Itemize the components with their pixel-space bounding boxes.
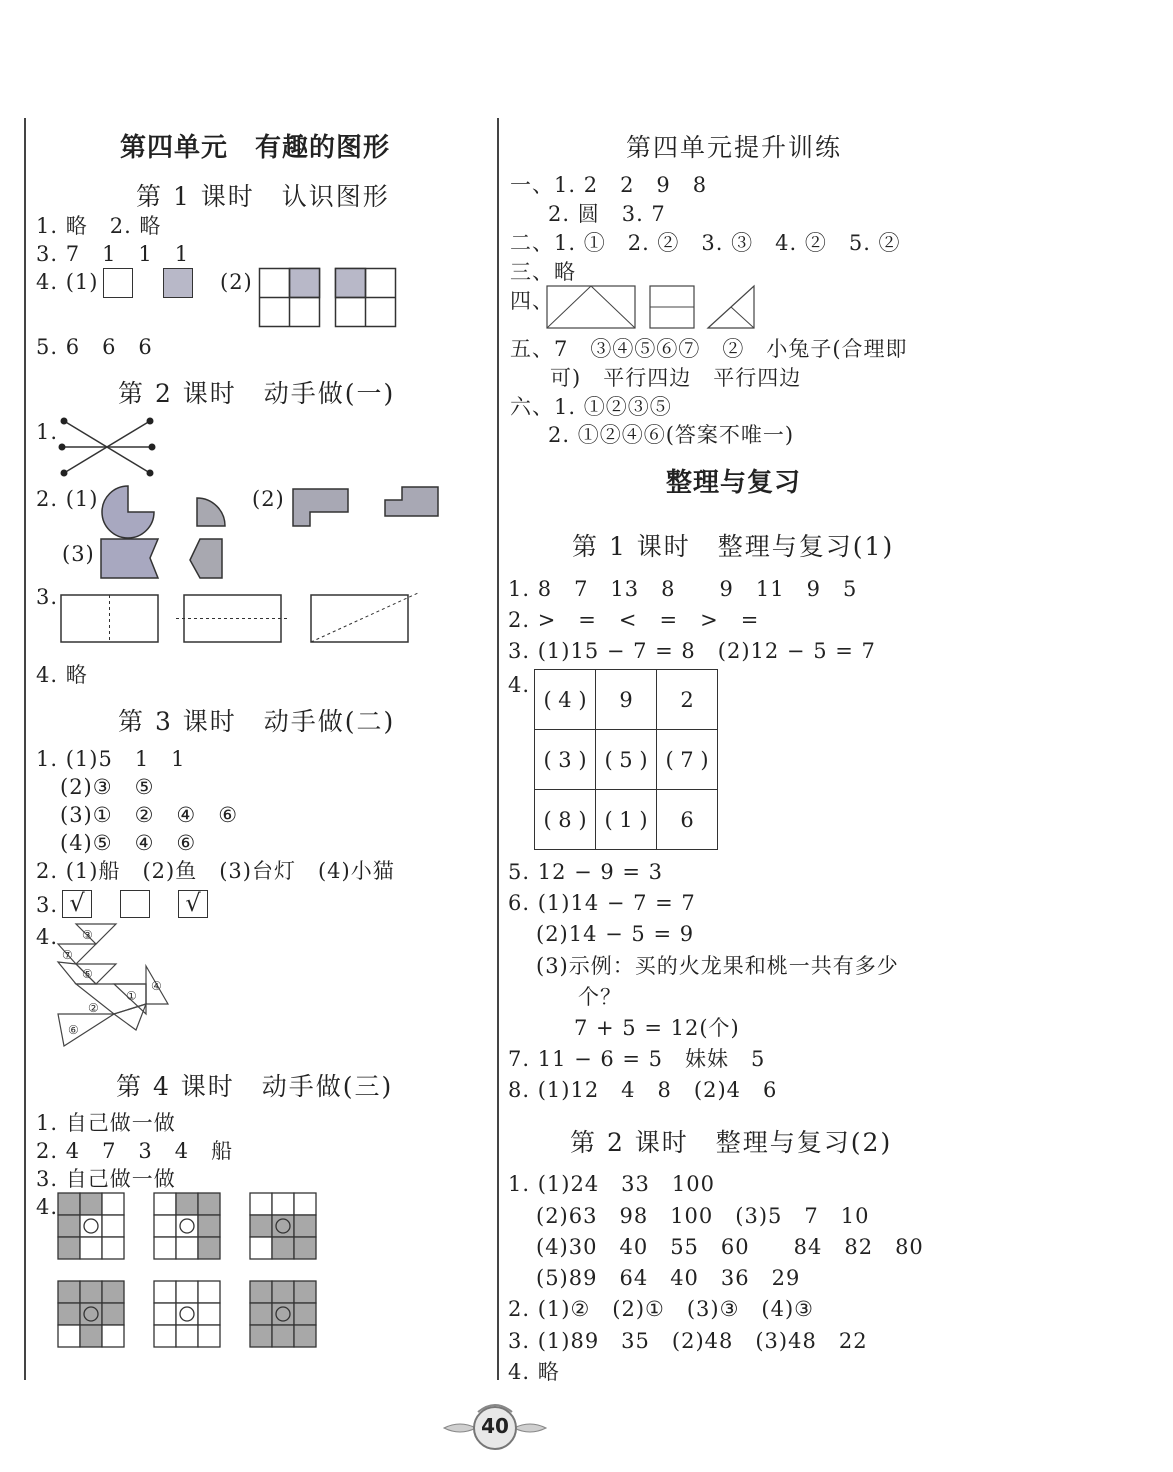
lesson2-q2b: (2) xyxy=(252,487,285,511)
tangram-label-7: ⑦ xyxy=(62,948,73,962)
lesson1-line1: 1. 略 2. 略 xyxy=(36,214,162,238)
review-line3: 二、1. ① 2. ② 3. ③ 4. ② 5. ② xyxy=(510,231,901,255)
grid-cell: 9 xyxy=(596,670,657,730)
empty-square-figure xyxy=(103,268,133,298)
tangram-label-1: ① xyxy=(126,989,137,1003)
review2-line3: (4)30 40 55 60 84 82 80 xyxy=(536,1235,924,1259)
review1-title: 第 1 课时 整理与复习(1) xyxy=(572,532,895,561)
lesson2-q2a: 2. (1) xyxy=(36,487,99,511)
grid-cell: 2 xyxy=(657,670,718,730)
left-margin-line xyxy=(24,118,26,1380)
review-line7: 可) 平行四边 平行四边 xyxy=(550,366,802,390)
review1-line12: 8. (1)12 4 8 (2)4 6 xyxy=(508,1078,778,1102)
review1-line2: 2. > = < = > = xyxy=(508,608,760,632)
lesson3-title: 第 3 课时 动手做(二) xyxy=(118,707,396,736)
check-box-2 xyxy=(120,890,150,918)
check-box-1 xyxy=(62,890,92,918)
lesson3-line3: (3)① ② ④ ⑥ xyxy=(60,803,239,827)
grid-cell: ( 1 ) xyxy=(596,790,657,850)
lesson2-title: 第 2 课时 动手做(一) xyxy=(118,379,396,408)
grid-figure-2 xyxy=(335,268,397,328)
grid-cell: 6 xyxy=(657,790,718,850)
review1-line7: (2)14 − 5 = 9 xyxy=(536,922,695,946)
review2-line6: 3. (1)89 35 (2)48 (3)48 22 xyxy=(508,1329,868,1353)
review2-line4: (5)89 64 40 36 29 xyxy=(536,1266,801,1290)
review2-line2: (2)63 98 100 (3)5 7 10 xyxy=(536,1204,870,1228)
review2-line7: 4. 略 xyxy=(508,1360,560,1384)
check-mark-1: √ xyxy=(69,889,85,917)
rect-vertical-split xyxy=(60,594,160,644)
review2-line1: 1. (1)24 33 100 xyxy=(508,1172,715,1196)
review1-line9: 个？ xyxy=(578,985,622,1009)
review1-line10: 7 + 5 = 12(个) xyxy=(574,1016,740,1040)
lesson3-q3: 3. xyxy=(36,893,59,917)
rect-diagonal-split xyxy=(310,592,420,646)
tangram-label-2: ② xyxy=(88,1001,99,1015)
column-divider xyxy=(497,118,499,1380)
cut-circle-figure xyxy=(100,484,160,540)
review-line2: 2. 圆 3. 7 xyxy=(548,202,666,226)
grid-cell: ( 8 ) xyxy=(535,790,596,850)
lesson4-q4: 4. xyxy=(36,1195,59,1219)
lesson1-q4b: (2) xyxy=(220,270,253,294)
lesson3-line1: 1. (1)5 1 1 xyxy=(36,747,186,771)
review-line9: 2. ①②④⑥(答案不唯一) xyxy=(548,423,795,447)
tangram-label-3: ③ xyxy=(82,928,93,942)
lesson3-line2: (2)③ ⑤ xyxy=(60,775,155,799)
review2-title: 第 2 课时 整理与复习(2) xyxy=(570,1128,893,1157)
lesson4-line3: 3. 自己做一做 xyxy=(36,1167,176,1191)
grid-cell: ( 7 ) xyxy=(657,730,718,790)
review-line8: 六、1. ①②③⑤ xyxy=(510,395,672,419)
lesson3-line5: 2. (1)船 (2)鱼 (3)台灯 (4)小猫 xyxy=(36,859,395,883)
review-line1: 一、1. 2 2 9 8 xyxy=(510,173,708,197)
review-line5: 四、 xyxy=(510,289,554,313)
review1-line5: 5. 12 − 9 = 3 xyxy=(508,860,664,884)
sector-figure xyxy=(195,496,229,528)
lesson1-title: 第 1 课时 认识图形 xyxy=(136,182,390,211)
review1-line8: (3)示例：买的火龙果和桃一共有多少 xyxy=(536,954,899,978)
l-shape-figure-1 xyxy=(292,488,350,528)
star-lines-figure xyxy=(58,415,158,481)
grid-cell: ( 4 ) xyxy=(535,670,596,730)
tangram-label-4: ④ xyxy=(151,979,162,993)
divided-shapes-figure xyxy=(546,284,758,330)
section-title: 整理与复习 xyxy=(666,468,802,498)
grid-cell: ( 5 ) xyxy=(596,730,657,790)
lesson3-line4: (4)⑤ ④ ⑥ xyxy=(60,831,197,855)
lesson2-q4: 4. 略 xyxy=(36,663,88,687)
check-box-3 xyxy=(178,890,208,918)
review1-line11: 7. 11 − 6 = 5 妹妹 5 xyxy=(508,1047,766,1071)
review1-line1: 1. 8 7 13 8 9 11 9 5 xyxy=(508,577,858,601)
hexagon-piece-figure xyxy=(188,538,224,580)
unit-review-title: 第四单元提升训练 xyxy=(626,133,843,162)
lesson1-line5: 5. 6 6 6 xyxy=(36,335,153,359)
grid-cell: ( 3 ) xyxy=(535,730,596,790)
review1-line6: 6. (1)14 − 7 = 7 xyxy=(508,891,696,915)
lesson4-line1: 1. 自己做一做 xyxy=(36,1111,176,1135)
lesson1-line3: 3. 7 1 1 1 xyxy=(36,242,190,266)
lesson4-line2: 2. 4 7 3 4 船 xyxy=(36,1139,234,1163)
number-grid xyxy=(534,669,718,850)
tangram-figure xyxy=(56,922,176,1050)
tangram-label-6: ⑥ xyxy=(68,1023,79,1037)
shaded-square-figure xyxy=(163,268,193,298)
lesson2-q1: 1. xyxy=(36,420,59,444)
rect-horizontal-split xyxy=(176,594,292,644)
review-line6: 五、7 ③④⑤⑥⑦ ② 小兔子(合理即 xyxy=(510,337,908,361)
lesson3-q4: 4. xyxy=(36,925,59,949)
flag-shape-figure xyxy=(100,538,160,580)
cube-grids-figure xyxy=(58,1193,322,1349)
lesson4-title: 第 4 课时 动手做(三) xyxy=(116,1072,394,1101)
tangram-label-5: ⑤ xyxy=(82,967,93,981)
check-mark-3: √ xyxy=(185,889,201,917)
grid-figure-1 xyxy=(259,268,321,328)
review-line4: 三、略 xyxy=(510,260,576,284)
l-shape-figure-2 xyxy=(384,486,440,518)
review1-q4: 4. xyxy=(508,673,531,697)
review1-line3: 3. (1)15 − 7 = 8 (2)12 − 5 = 7 xyxy=(508,639,876,663)
lesson1-q4a: 4. (1) xyxy=(36,270,99,294)
lesson2-q3: 3. xyxy=(36,585,59,609)
review2-line5: 2. (1)② (2)① (3)③ (4)③ xyxy=(508,1297,815,1321)
page-number: 40 xyxy=(481,1414,509,1438)
lesson2-q2c: (3) xyxy=(62,542,95,566)
unit-title: 第四单元 有趣的图形 xyxy=(120,133,391,163)
